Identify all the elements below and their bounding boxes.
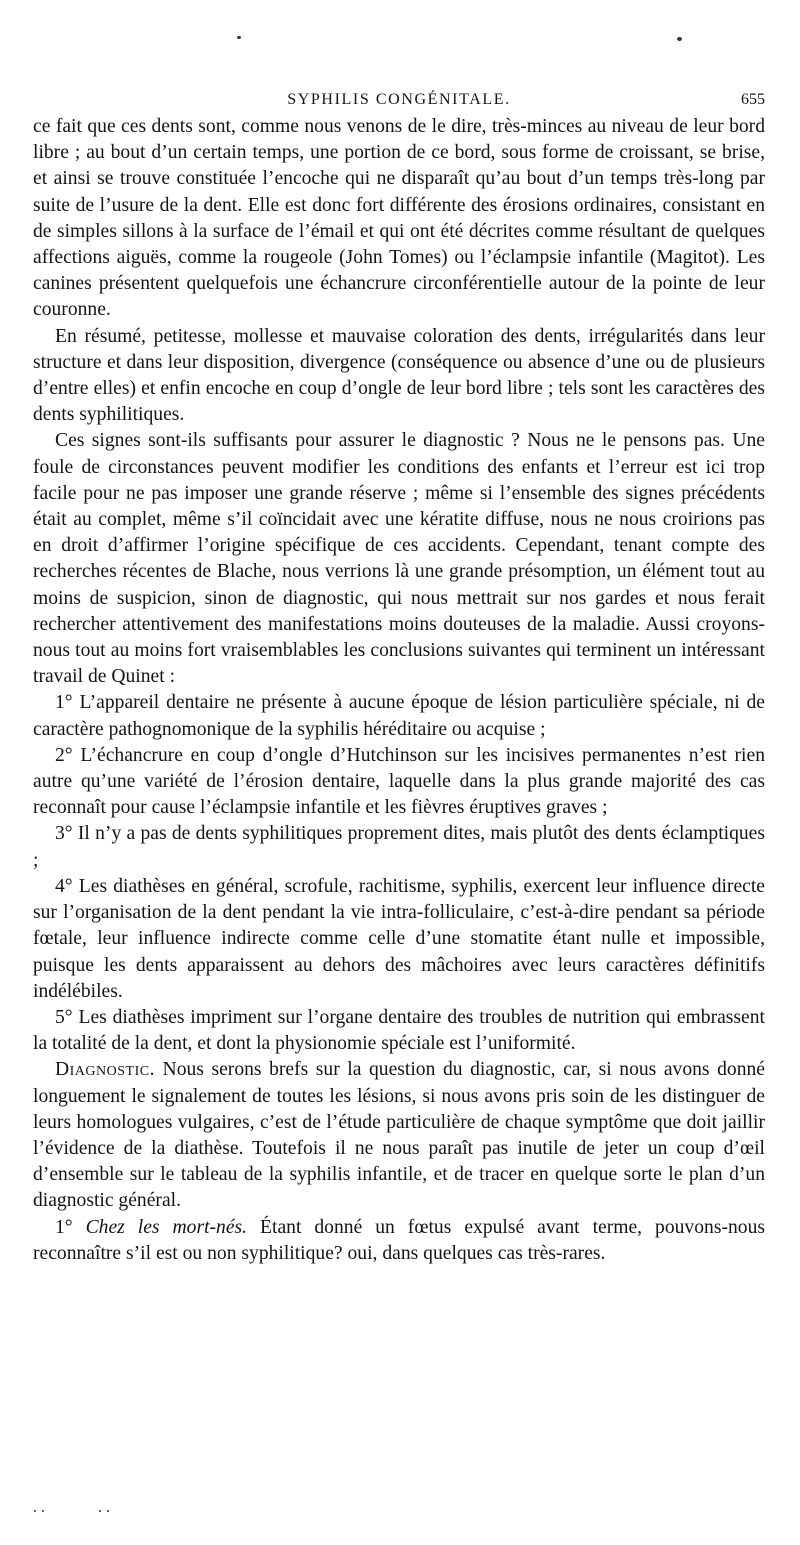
print-speck (34, 1510, 36, 1512)
mort-nes-paragraph (33, 1215, 765, 1267)
page-number: 655 (741, 91, 765, 108)
conclusion-1: 1° L’appareil dentaire ne présente à aucune époque de lésion particulière spéciale, ni de caractère pathognomonique de la syphilis héréditaire ou acquise ; (33, 692, 765, 740)
subsection-heading-mort-nes: Chez les mort-nés. (85, 1216, 248, 1238)
running-title: SYPHILIS CONGÉNITALE. (287, 91, 511, 108)
print-speck (42, 1510, 44, 1512)
print-speck (99, 1510, 101, 1512)
body-text (33, 114, 765, 1267)
paragraph-1: ce fait que ces dents sont, comme nous venons de le dire, très-minces au niveau de leur bord libre ; au bout d’un certain temps, une portion de ce bord, sous forme de croissant, se brise, et ainsi se trouve constituée l’encoche qui ne disparaît qu’au bout d’un temps très-long par suite de l’usure de la dent. Elle est donc fort différente des érosions ordinaires, consistant en de simples sillons à la surface de l’émail et qui ont été décrites comme résultant de quelques affections aiguës, comme la rougeole (John Tomes) ou l’éclampsie infantile (Magitot). Les canines présentent quelquefois une échancrure circonférentielle autour de la pointe de leur couronne. (33, 116, 765, 321)
section-heading-diagnostic: Diagnostic. (55, 1059, 155, 1081)
conclusion-5: 5° Les diathèses impriment sur l’organe dentaire des troubles de nutrition qui embrassent la totalité de la dent, et dont la physionomie spéciale est l’uniformité. (33, 1006, 765, 1055)
paragraph-2: En résumé, petitesse, mollesse et mauvaise coloration des dents, irrégularités dans leur structure et dans leur disposition, divergence (conséquence ou absence d’une ou de plusieurs d’entre elles) et enfin encoche en coup d’ongle de leur bord libre ; tels sont les caractères des dents syphilitiques. (33, 325, 765, 426)
diagnostic-text: Nous serons brefs sur la question du diagnostic, car, si nous avons donné longuement le signalement de toutes les lésions, si nous avons pris soin de les distinguer de leurs homologues vulgaires, c’est de l’étude particulière de chaque symptôme que doit jaillir l’évidence de la diathèse. Toutefois il ne nous paraît pas inutile de jeter un coup d’œil d’ensemble sur le tableau de la syphilis infantile, et de tracer en quelque sorte le plan d’un diagnostic général. (33, 1059, 765, 1212)
page-header (33, 88, 765, 112)
mort-nes-text: Étant donné un fœtus expulsé avant terme, pouvons-nous reconnaître s’il est ou non syphilitique? oui, dans quelques cas très-rares. (33, 1216, 765, 1264)
conclusion-3: 3° Il n’y a pas de dents syphilitiques proprement dites, mais plutôt des dents éclamptiques ; (33, 823, 765, 871)
print-speck (237, 36, 241, 39)
paragraph-3: Ces signes sont-ils suffisants pour assurer le diagnostic ? Nous ne le pensons pas. Une foule de circonstances peuvent modifier les conditions des enfants et l’erreur est ici trop facile pour ne pas imposer une grande réserve ; même si l’ensemble des signes précédents était au complet, même s’il coïncidait avec une kératite diffuse, nous ne nous croirions pas en droit d’affirmer l’origine spécifique de ces accidents. Cependant, tenant compte des recherches récentes de Blache, nous verrions là une grande présomption, un élément tout au moins de suspicion, sinon de diagnostic, qui nous mettrait sur nos gardes et nous ferait rechercher attentivement des manifestations moins douteuses de la maladie. Aussi croyons-nous tout au moins fort vraisemblables les conclusions suivantes qui terminent un intéressant travail de Quinet : (33, 430, 765, 688)
diagnostic-paragraph (33, 1057, 765, 1214)
conclusion-2: 2° L’échancrure en coup d’ongle d’Hutchinson sur les incisives permanentes n’est rien autre qu’une variété de l’érosion dentaire, laquelle dans la plus grande majorité des cas reconnaît pour cause l’éclampsie infantile et les fièvres éruptives graves ; (33, 744, 765, 819)
item-number: 1° (55, 1216, 86, 1238)
conclusion-4: 4° Les diathèses en général, scrofule, rachitisme, syphilis, exercent leur influence directe sur l’organisation de la dent pendant la vie intra-folliculaire, c’est-à-dire pendant sa période fœtale, leur influence indirecte comme celle d’une stomatite étant nulle et impossible, puisque les dents apparaissent au dehors des mâchoires avec leurs caractères définitifs indélébiles. (33, 875, 765, 1002)
print-speck (677, 37, 682, 41)
print-speck (107, 1510, 109, 1512)
